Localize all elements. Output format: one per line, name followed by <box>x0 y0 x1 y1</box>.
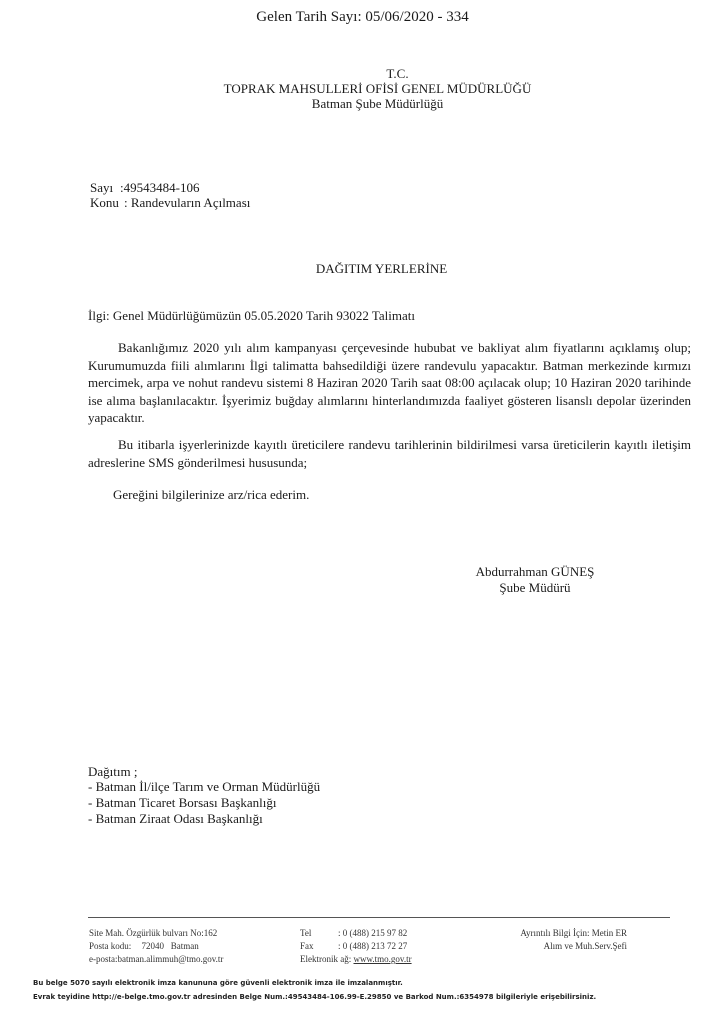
footer-contact-person: Ayrıntılı Bilgi İçin: Metin ER <box>520 928 627 938</box>
header-unit: Batman Şube Müdürlüğü <box>311 96 444 111</box>
footer-fax <box>300 941 407 951</box>
footer-website-label: Elektronik ağ: <box>300 954 352 964</box>
footer-address: Site Mah. Özgürlük bulvarı No:162 <box>89 928 218 938</box>
document-number-label: Sayı <box>90 180 114 195</box>
footer-postal-code <box>89 941 199 951</box>
legal-verification-notice: Evrak teyidine http://e-belge.tmo.gov.tr adresinden Belge Num.:49543484-106.99-E.29850 ve Barkod Num.:6354978 bilgileriyle erişebilirsiniz. <box>33 993 597 1001</box>
reference-line: İlgi: Genel Müdürlüğümüzün 05.05.2020 Tarih 93022 Talimatı <box>88 308 415 323</box>
document-number <box>90 180 199 196</box>
header-organization: TOPRAK MAHSULLERİ OFİSİ GENEL MÜDÜRLÜĞÜ <box>223 81 532 96</box>
document-subject <box>90 195 250 211</box>
document-number-value: :49543484-106 <box>120 180 200 195</box>
incoming-date-stamp: Gelen Tarih Sayı: 05/06/2020 - 334 <box>256 9 469 25</box>
footer-contact-department: Alım ve Muh.Serv.Şefi <box>543 941 627 951</box>
signatory-name: Abdurrahman GÜNEŞ <box>475 564 595 579</box>
footer-phone-value: : 0 (488) 215 97 82 <box>338 928 408 938</box>
footer-website <box>300 954 412 964</box>
closing-paragraph: Gereğini bilgilerinize arz/rica ederim. <box>113 487 310 502</box>
recipient-heading: DAĞITIM YERLERİNE <box>315 261 448 276</box>
footer-divider <box>88 917 670 918</box>
legal-esignature-notice: Bu belge 5070 sayılı elektronik imza kanununa göre güvenli elektronik imza ile imzalanmıştır. <box>33 979 403 987</box>
document-subject-value: : Randevuların Açılması <box>124 195 251 210</box>
footer-fax-value: : 0 (488) 213 72 27 <box>338 941 408 951</box>
footer-phone-label: Tel <box>300 928 312 938</box>
distribution-item: - Batman İl/ilçe Tarım ve Orman Müdürlüğü <box>88 779 321 794</box>
body-paragraph-2: Bu itibarla işyerlerinizde kayıtlı üreticilere randevu tarihlerinin bildirilmesi varsa üreticilerin kayıtlı iletişim adreslerine SMS gönderilmesi hususunda; <box>88 437 691 470</box>
footer-phone <box>300 928 407 938</box>
footer-fax-label: Fax <box>300 941 314 951</box>
footer-website-link[interactable]: www.tmo.gov.tr <box>353 954 412 964</box>
document-subject-label: Konu <box>90 195 119 210</box>
signatory-title: Şube Müdürü <box>499 580 571 595</box>
distribution-item: - Batman Ticaret Borsası Başkanlığı <box>88 795 277 810</box>
footer-email: e-posta:batman.alimmuh@tmo.gov.tr <box>89 954 224 964</box>
header-country: T.C. <box>386 66 409 81</box>
distribution-title: Dağıtım ; <box>88 764 138 779</box>
footer-postal-value: 72040 Batman <box>141 941 199 951</box>
distribution-item: - Batman Ziraat Odası Başkanlığı <box>88 811 263 826</box>
body-paragraph-1: Bakanlığımız 2020 yılı alım kampanyası çerçevesinde hububat ve bakliyat alım fiyatlarını açıklamış olup; Kurumumuzda fiili alımlarını İlgi talimatta bahsedildiği üzere randevulu yapacaktır. Batman merkezinde kırmızı mercimek, arpa ve nohut randevu sistemi 8 Haziran 2020 Tarih saat 08:00 açılacak olup; 10 Haziran 2020 tarihinde ise alıma başlanılacaktır. İşyerimiz buğday alımlarını hinterlandımızda faaliyet gösteren lisanslı depolar üzerinden yapacaktır. <box>88 340 691 425</box>
footer-postal-label: Posta kodu: <box>89 941 132 951</box>
